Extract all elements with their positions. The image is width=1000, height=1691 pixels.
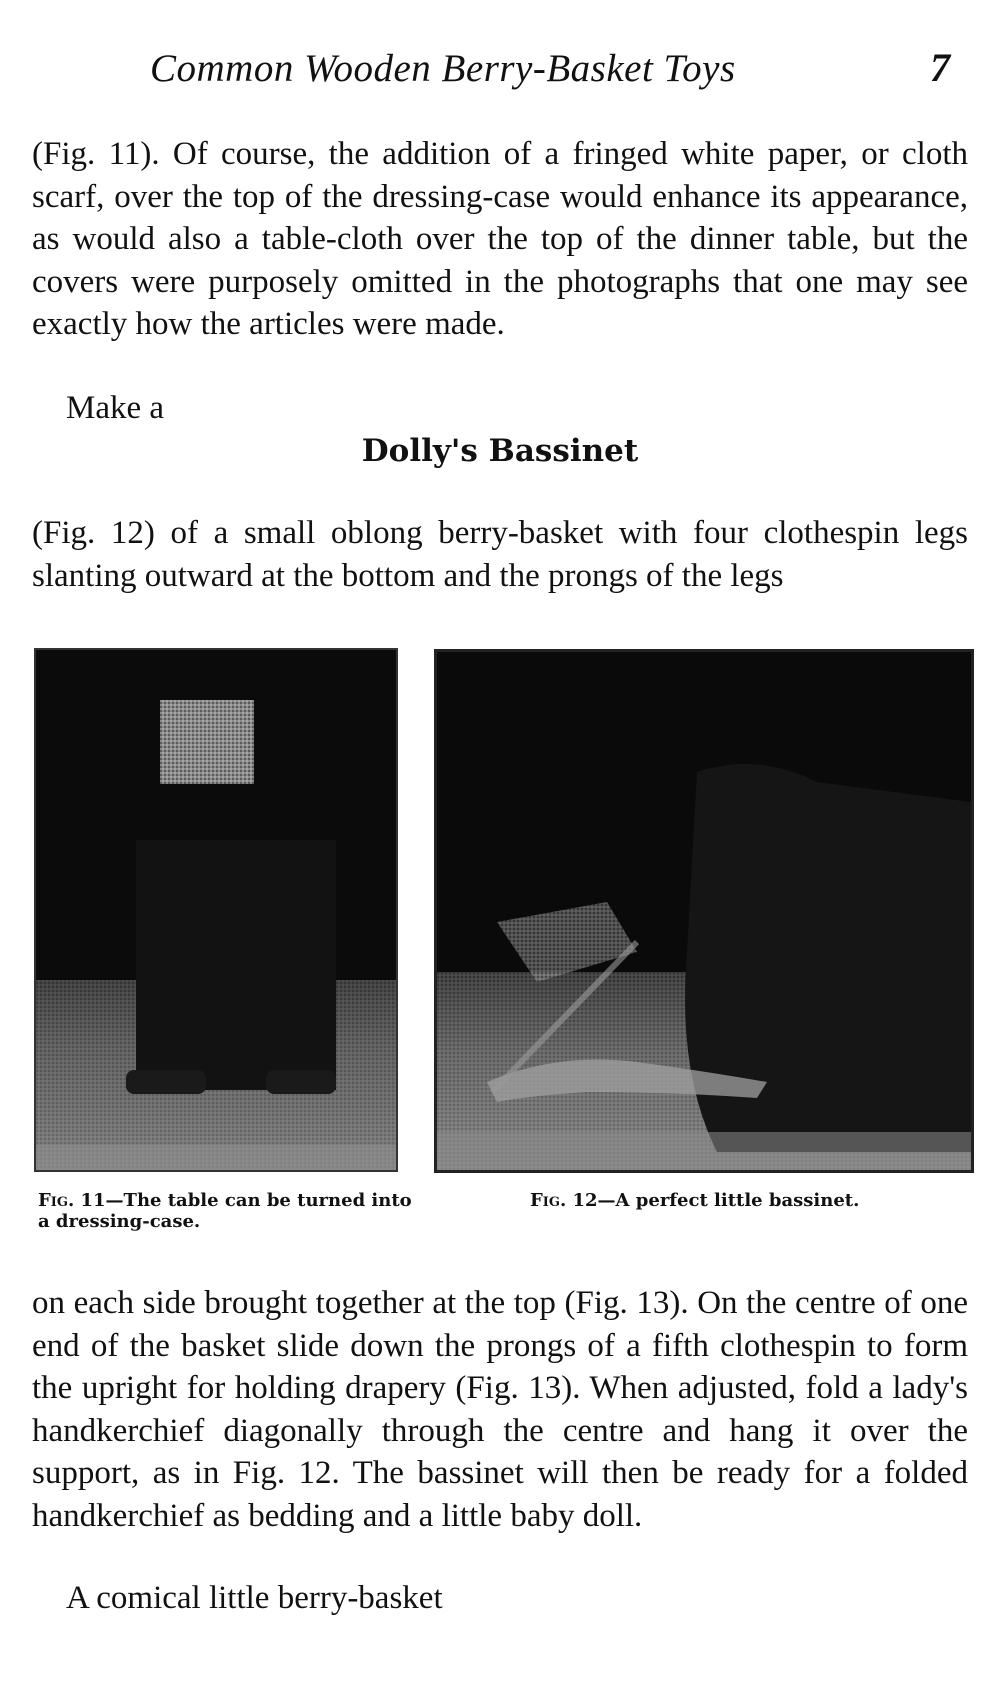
- figure-11-caption-text: —The table can be turned into a dressing-case.: [38, 1190, 412, 1232]
- page-number: 7: [930, 45, 950, 90]
- body-paragraph-3: on each side brought together at the top (Fig. 13). On the centre of one end of the basket slide down the prongs of a fifth clothespin to form the upright for holding drapery (Fig. 13). When adjusted, fold a lady's handkerchief diagonally through the centre and hang it over the support, as in Fig. 12. The bassinet will then be ready for a folded handkerchief as bedding and a little baby doll.: [32, 1285, 968, 1534]
- figure-12-image: [437, 652, 971, 1170]
- lead-in-1: Make a: [66, 390, 165, 426]
- figure-11-image: [36, 650, 396, 1170]
- figure-11-label: Fig. 11: [38, 1190, 106, 1211]
- running-head: [0, 40, 1000, 100]
- lead-in-2: A comical little berry-basket: [66, 1580, 443, 1616]
- body-paragraph-2: (Fig. 12) of a small oblong berry-basket with four clothespin legs slanting outward at the bottom and the prongs of the legs: [32, 515, 968, 594]
- section-heading: Dolly's Bassinet: [361, 433, 639, 469]
- figure-12-caption: [530, 1190, 950, 1211]
- figure-11-photo: [34, 648, 398, 1172]
- running-title: Common Wooden Berry-Basket Toys: [150, 47, 736, 90]
- figure-12-caption-text: —A perfect little bassinet.: [597, 1190, 860, 1211]
- figure-12-photo: [434, 649, 974, 1173]
- body-paragraph-1: (Fig. 11). Of course, the addition of a fringed white paper, or cloth scarf, over the top of the dressing-case would enhance its appearance, as would also a table-cloth over the top of the dinner table, but the covers were purposely omitted in the photographs that one may see exactly how the articles were made.: [32, 136, 968, 342]
- figure-11-caption: [38, 1190, 418, 1232]
- figure-12-label: Fig. 12: [530, 1190, 598, 1211]
